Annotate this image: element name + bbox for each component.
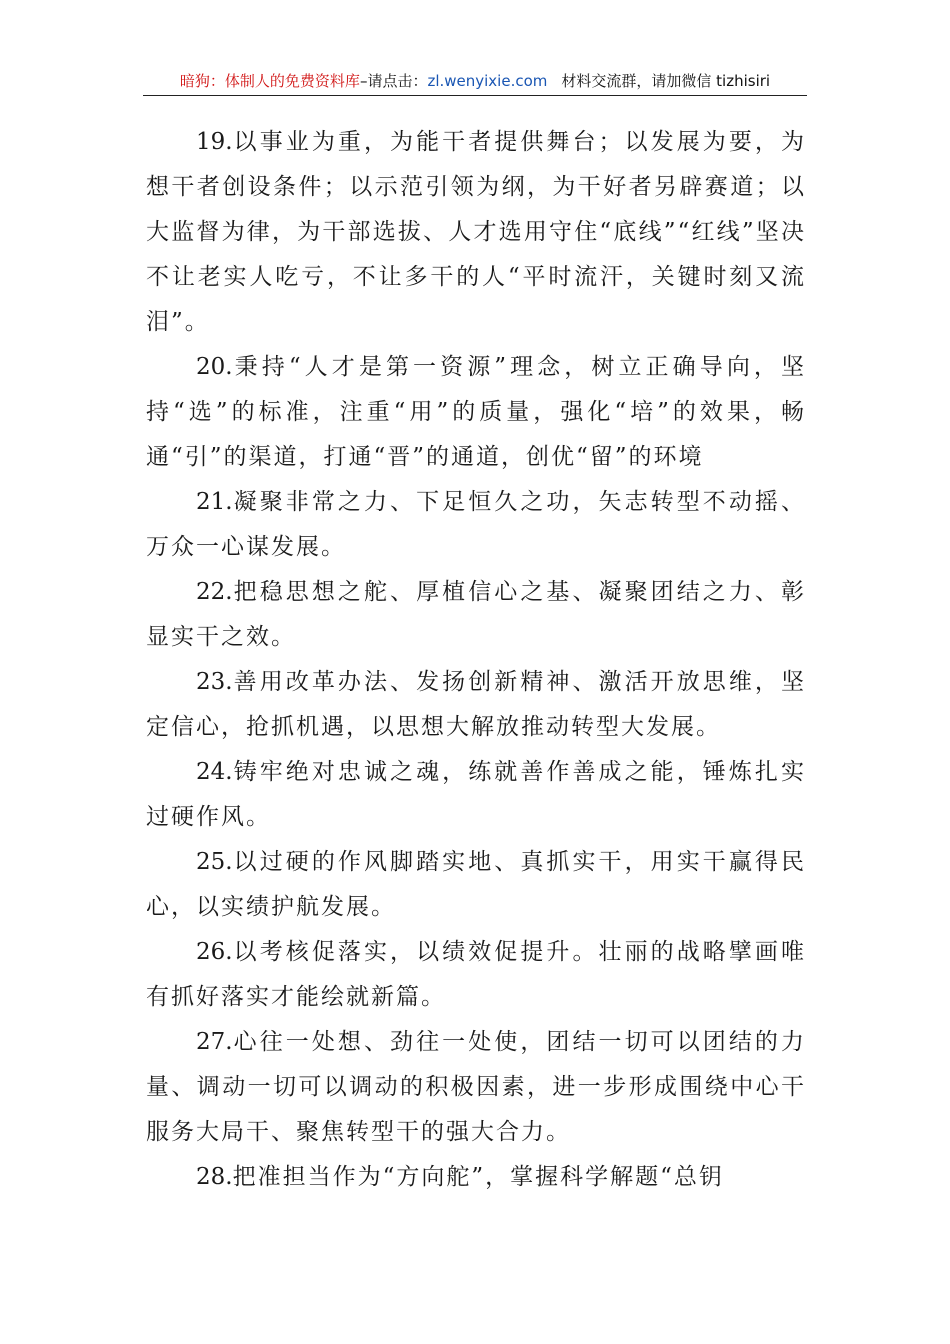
paragraph-text: 把准担当作为“方向舵”，掌握科学解题“总钥	[232, 1164, 724, 1190]
paragraph-number: 25.	[196, 849, 233, 875]
paragraph-text: 铸牢绝对忠诚之魂，练就善作善成之能，锤炼扎实过硬作风。	[146, 759, 806, 830]
paragraph-number: 22.	[196, 579, 233, 605]
paragraph-text: 以事业为重，为能干者提供舞台；以发展为要，为想干者创设条件；以示范引领为纲，为干好者另辟赛道；以大监督为律，为干部选拔、人才选用守住“底线”“红线”坚决不让老实人吃亏，不让多干的人“平时流汗，关键时刻又流泪”。	[146, 129, 806, 335]
paragraph-number: 28.	[196, 1164, 233, 1190]
paragraph-number: 27.	[196, 1029, 233, 1055]
paragraph-26	[146, 930, 806, 1020]
paragraph-number: 21.	[196, 489, 233, 515]
paragraph-number: 20.	[196, 354, 233, 380]
paragraph-19	[146, 120, 806, 345]
header-click-prompt: –请点击：	[359, 72, 428, 90]
paragraph-text: 以过硬的作风脚踏实地、真抓实干，用实干赢得民心，以实绩护航发展。	[146, 849, 806, 920]
paragraph-21	[146, 480, 806, 570]
paragraph-text: 心往一处想、劲往一处使，团结一切可以团结的力量、调动一切可以调动的积极因素，进一步形成围绕中心干服务大局干、聚焦转型干的强大合力。	[146, 1029, 806, 1145]
paragraph-24	[146, 750, 806, 840]
header-site-name: 暗狗：体制人的免费资料库	[179, 72, 360, 90]
header-divider	[143, 95, 807, 96]
paragraph-22	[146, 570, 806, 660]
paragraph-number: 23.	[196, 669, 233, 695]
paragraph-text: 凝聚非常之力、下足恒久之功，矢志转型不动摇、万众一心谋发展。	[146, 489, 806, 560]
paragraph-23	[146, 660, 806, 750]
paragraph-text: 把稳思想之舵、厚植信心之基、凝聚团结之力、彰显实干之效。	[146, 579, 806, 650]
paragraph-text: 善用改革办法、发扬创新精神、激活开放思维，坚定信心，抢抓机遇，以思想大解放推动转型大发展。	[146, 669, 806, 740]
paragraph-27	[146, 1020, 806, 1155]
paragraph-text: 秉持“人才是第一资源”理念，树立正确导向，坚持“选”的标准，注重“用”的质量，强化“培”的效果，畅通“引”的渠道，打通“晋”的通道，创优“留”的环境	[146, 354, 806, 470]
header-wechat-note: 材料交流群，请加微信 tizhisiri	[561, 72, 771, 90]
paragraph-text: 以考核促落实，以绩效促提升。壮丽的战略擘画唯有抓好落实才能绘就新篇。	[146, 939, 806, 1010]
paragraph-20	[146, 345, 806, 480]
document-body	[146, 120, 806, 1200]
paragraph-25	[146, 840, 806, 930]
paragraph-number: 24.	[196, 759, 233, 785]
paragraph-number: 19.	[196, 129, 233, 155]
page-header	[143, 68, 807, 94]
paragraph-28	[146, 1155, 806, 1200]
header-url-link[interactable]: zl.wenyixie.com	[427, 72, 548, 90]
paragraph-number: 26.	[196, 939, 233, 965]
